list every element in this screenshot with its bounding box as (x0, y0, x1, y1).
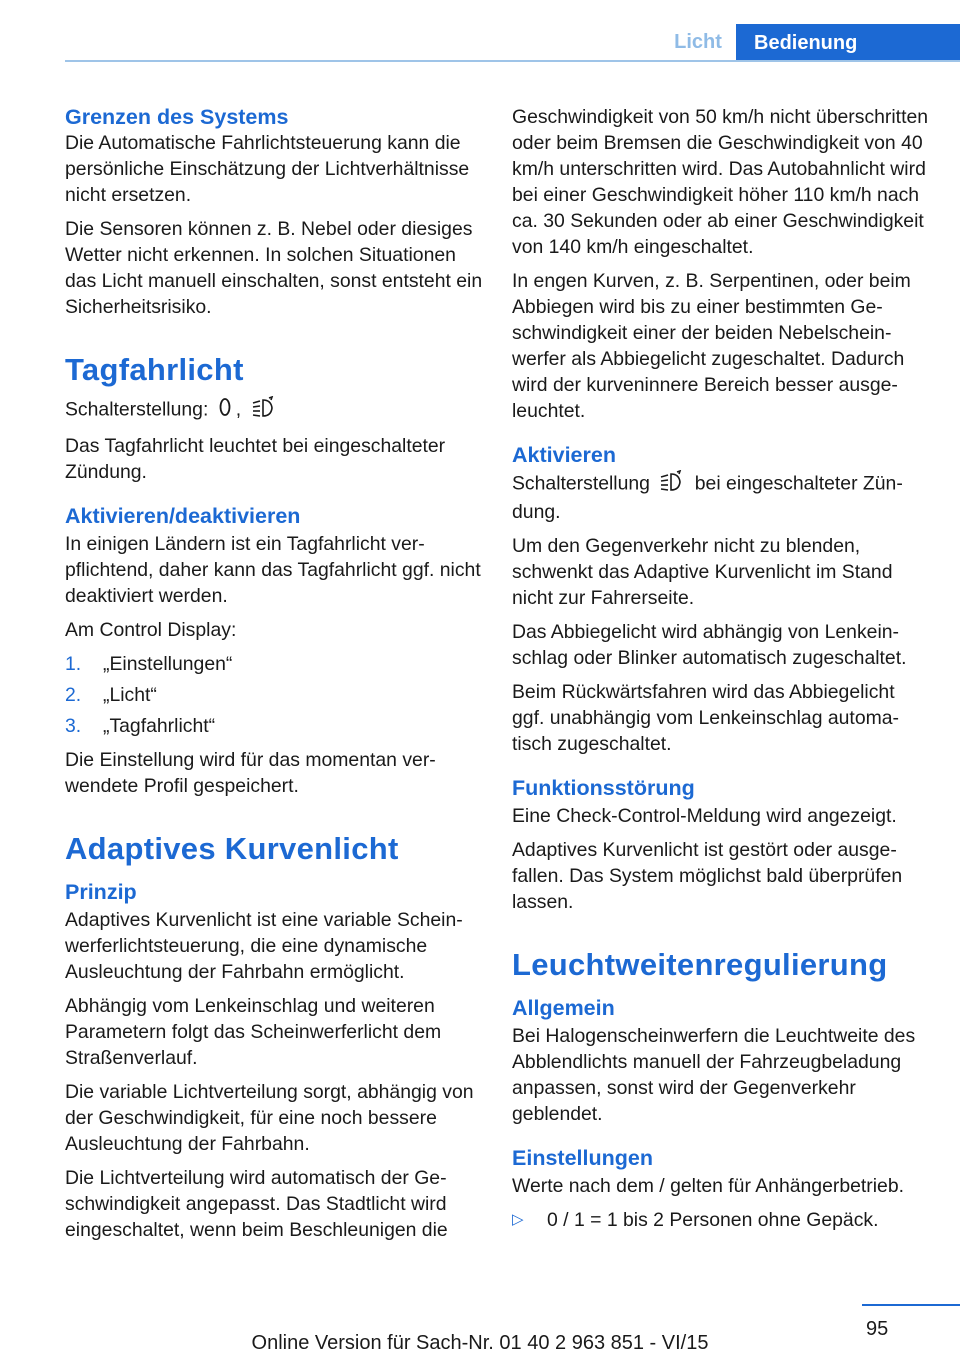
prinzip-heading: Prinzip (65, 880, 137, 904)
prinzip-paragraph-2: Abhängig vom Lenkeinschlag und weiteren Parametern folgt das Scheinwerferlicht dem Straßenverlauf. (65, 995, 442, 1069)
left-column (65, 104, 485, 1251)
tagfahrlicht-heading: Tagfahrlicht (65, 352, 244, 387)
grenzen-paragraph-1: Die Automatische Fahrlichtsteuerung kann die persönliche Einschätzung der Lichtverhältnisse nicht ersetzen. (65, 132, 470, 206)
prinzip-paragraph-1: Adaptives Kurvenlicht ist eine variable Scheinwerferlichtsteuerung, die eine dynamische Ausleuchtung der Fahrbahn ermöglicht. (65, 909, 463, 983)
funktionsstoerung-paragraph-1: Eine Check-Control-Meldung wird angezeigt. (512, 805, 897, 827)
list-item: ▷ 0 / 1 = 1 bis 2 Personen ohne Gepäck. (512, 1209, 879, 1231)
kurvenlicht-continued-1: Geschwindigkeit von 50 km/h nicht überschritten oder beim Bremsen die Geschwindigkeit von 40 km/h unterschritten wird. Das Autobahnlicht wird bei einer Geschwindigkeit höher 110 km/h nach ca. 30 Sekunden oder ab einer Geschwindigkeit von 140 km/h eingeschaltet. (512, 106, 929, 258)
automatic-headlight-icon (251, 396, 277, 425)
settings-steps (65, 651, 485, 739)
leuchtweitenregulierung-heading: Leuchtweitenregulierung (512, 947, 888, 982)
aktivieren-paragraph-3: Das Abbiegelicht wird abhängig von Lenkeinschlag oder Blinker automatisch zugeschaltet. (512, 621, 907, 669)
schalter-separator: , (235, 398, 242, 421)
control-display-label: Am Control Display: (65, 619, 237, 641)
schalterstellung-line (65, 396, 485, 425)
header-rule (65, 60, 960, 62)
bullet-triangle-icon: ▷ (512, 1211, 524, 1228)
switch-position-0-icon (218, 396, 232, 425)
schalter-label: Schalterstellung: (65, 398, 209, 421)
aktivieren-deaktivieren-paragraph: In einigen Ländern ist ein Tagfahrlicht verpflichtend, daher kann das Tagfahrlicht ggf. nicht deaktiviert werden. (65, 533, 481, 607)
online-version-footer: Online Version für Sach-Nr. 01 40 2 963 851 - VI/15 (251, 1332, 709, 1354)
prinzip-paragraph-4: Die Lichtverteilung wird automatisch der Geschwindigkeit angepasst. Das Stadtlicht wird eingeschaltet, wenn beim Beschleunigen die (65, 1167, 448, 1241)
aktivieren-deaktivieren-heading: Aktivieren/deaktivieren (65, 504, 301, 528)
page-number: 95 (866, 1318, 889, 1340)
aktivieren-paragraph-4: Beim Rückwärtsfahren wird das Abbiegelicht ggf. unabhängig vom Lenkeinschlag automatisch zugeschaltet. (512, 681, 900, 755)
tab-licht[interactable]: Licht (674, 31, 722, 53)
kurvenlicht-heading: Adaptives Kurvenlicht (65, 831, 399, 866)
funktionsstoerung-paragraph-2: Adaptives Kurvenlicht ist gestört oder ausgefallen. Das System möglichst bald überprüfen lassen. (512, 839, 903, 913)
tagfahrlicht-paragraph: Das Tagfahrlicht leuchtet bei eingeschalteter Zündung. (65, 435, 446, 483)
einstellung-paragraph: Die Einstellung wird für das momentan verwendete Profil gespeichert. (65, 749, 436, 797)
automatic-headlight-icon (659, 470, 685, 499)
aktivieren-heading: Aktivieren (512, 443, 616, 467)
kurvenlicht-continued-2: In engen Kurven, z. B. Serpentinen, oder beim Abbiegen wird bis zu einer bestimmten Geschwindigkeit einer der beiden Nebelscheinwerfer als Abbiegelicht zugeschaltet. Dadurch wird der kurveninnere Bereich besser ausgeleuchtet. (512, 270, 911, 422)
right-column (512, 104, 932, 1241)
allgemein-heading: Allgemein (512, 996, 615, 1020)
tab-bedienung[interactable]: Bedienung (736, 24, 960, 62)
prinzip-paragraph-3: Die variable Lichtverteilung sorgt, abhängig von der Geschwindigkeit, für eine noch bessere Ausleuchtung der Fahrbahn. (65, 1081, 474, 1155)
aktivieren-paragraph-1: Schalterstellung bei eingeschalteter Zündung. (512, 470, 932, 525)
list-item: 3. „Tagfahrlicht“ (65, 715, 216, 737)
grenzen-heading: Grenzen des Systems (65, 105, 289, 129)
funktionsstoerung-heading: Funktionsstörung (512, 776, 695, 800)
grenzen-paragraph-2: Die Sensoren können z. B. Nebel oder diesiges Wetter nicht erkennen. In solchen Situationen das Licht manuell einschalten, sonst entsteht ein Sicherheitsrisiko. (65, 218, 483, 318)
list-item: 1. „Einstellungen“ (65, 653, 233, 675)
aktivieren-paragraph-2: Um den Gegenverkehr nicht zu blenden, schwenkt das Adaptive Kurvenlicht im Stand nicht zur Fahrerseite. (512, 535, 893, 609)
list-item: 2. „Licht“ (65, 684, 157, 706)
allgemein-paragraph: Bei Halogenscheinwerfern die Leuchtweite des Abblendlichts manuell der Fahrzeugbeladung anpassen, sonst wird der Gegenverkehr geblendet. (512, 1025, 916, 1125)
footer-rule (862, 1304, 960, 1306)
einstellungen-paragraph: Werte nach dem / gelten für Anhängerbetrieb. (512, 1175, 905, 1197)
einstellungen-heading: Einstellungen (512, 1146, 653, 1170)
